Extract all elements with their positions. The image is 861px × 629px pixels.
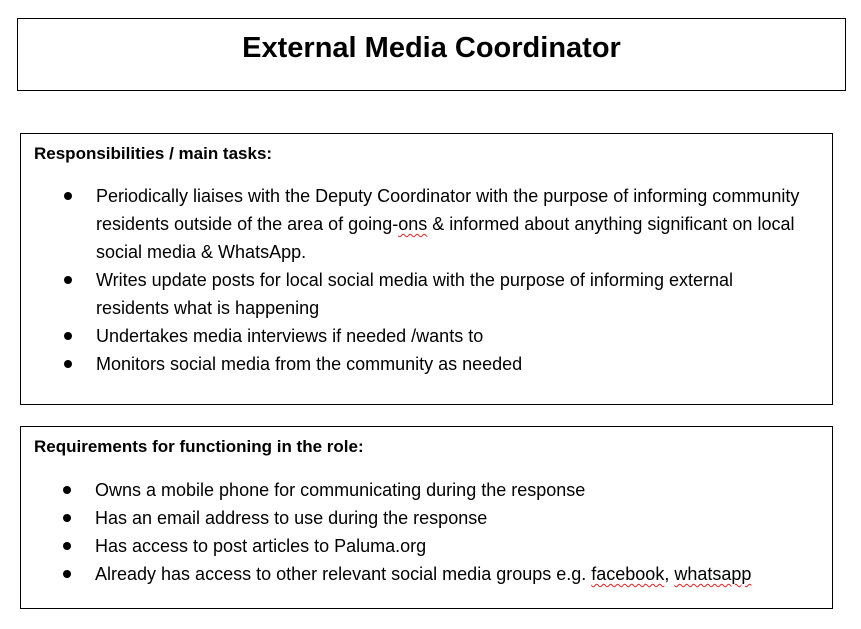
bullet-icon	[63, 542, 71, 550]
title-box	[17, 18, 846, 91]
item-text: Owns a mobile phone for communicating during the response	[95, 480, 586, 500]
requirements-section	[20, 426, 833, 609]
list-item	[21, 560, 832, 588]
bullet-icon	[64, 276, 72, 284]
list-item	[21, 322, 832, 350]
requirements-heading: Requirements for functioning in the role:	[34, 437, 364, 456]
item-text: Writes update posts for local social media with the purpose of informing external residents what is happening	[96, 270, 733, 318]
list-item	[21, 266, 832, 322]
item-text: Has access to post articles to Paluma.org	[95, 536, 427, 556]
item-text: Already has access to other relevant social media groups e.g. facebook, whatsapp	[95, 564, 752, 584]
list-item	[21, 182, 832, 266]
responsibilities-list	[21, 182, 832, 378]
document-title: External Media Coordinator	[242, 32, 621, 64]
spellcheck-flag: facebook	[591, 564, 665, 584]
responsibilities-heading: Responsibilities / main tasks:	[34, 144, 273, 163]
list-item	[21, 532, 832, 560]
item-text: Undertakes media interviews if needed /wants to	[96, 326, 484, 346]
spellcheck-flag: whatsapp	[674, 564, 752, 584]
bullet-icon	[63, 570, 71, 578]
responsibilities-section	[20, 133, 833, 405]
bullet-icon	[64, 192, 72, 200]
list-item	[21, 476, 832, 504]
spellcheck-flag: ons	[398, 214, 428, 234]
item-text: Has an email address to use during the response	[95, 508, 488, 528]
bullet-icon	[63, 514, 71, 522]
bullet-icon	[63, 486, 71, 494]
bullet-icon	[64, 360, 72, 368]
item-text: Periodically liaises with the Deputy Coordinator with the purpose of informing community residents outside of the area of going-ons & informed about anything significant on local social media & WhatsApp.	[96, 186, 800, 262]
bullet-icon	[64, 332, 72, 340]
list-item	[21, 350, 832, 378]
list-item	[21, 504, 832, 532]
item-text: Monitors social media from the community as needed	[96, 354, 523, 374]
requirements-list	[21, 476, 832, 588]
